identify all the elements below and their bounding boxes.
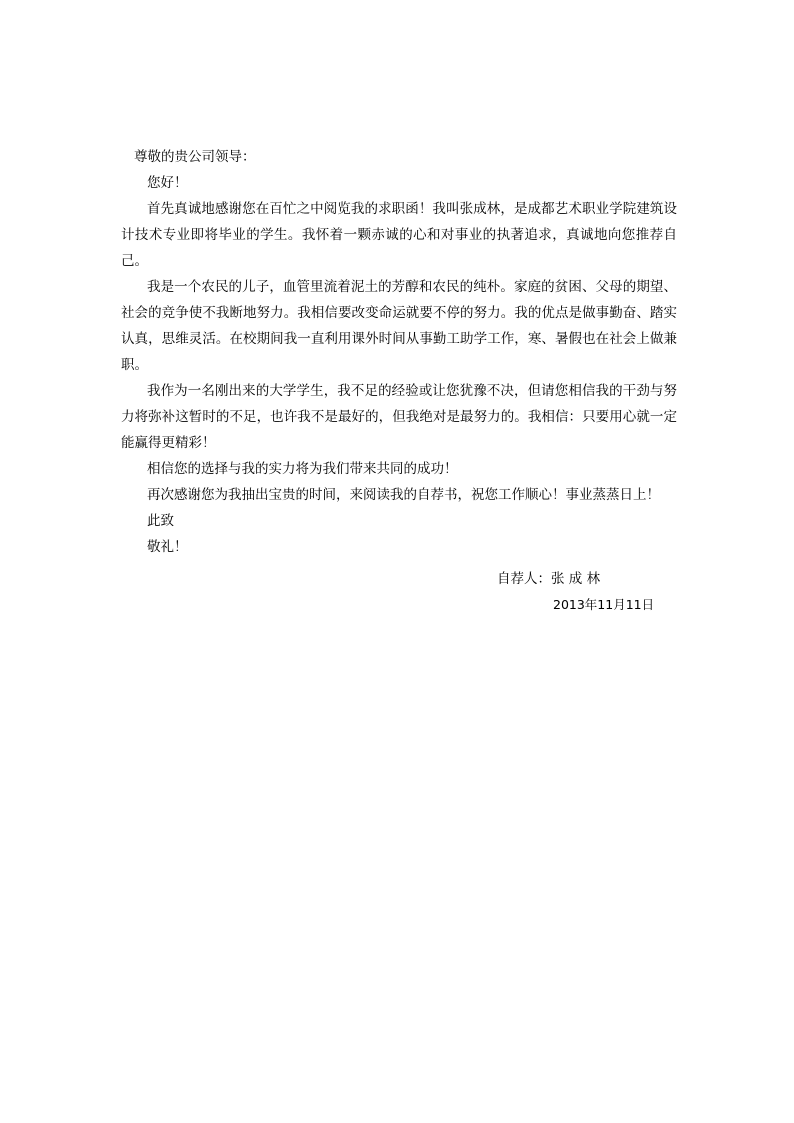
letter-paragraph-intro: 首先真诚地感谢您在百忙之中阅览我的求职函！我叫张成林，是成都艺术职业学院建筑设计技术专业即将毕业的学生。我怀着一颗赤诚的心和对事业的执著追求，真诚地向您推荐自己。 [121, 201, 677, 269]
letter-salutation: 尊敬的贵公司领导： [134, 149, 256, 165]
letter-closing-cizhi: 此致 [147, 513, 174, 529]
letter-greeting: 您好！ [147, 175, 188, 191]
signature-date: 2013年11月11日 [553, 597, 655, 612]
letter-paragraph-thanks: 再次感谢您为我抽出宝贵的时间，来阅读我的自荐书，祝您工作顺心！事业蒸蒸日上！ [147, 487, 660, 503]
letter-paragraph-background: 我是一个农民的儿子，血管里流着泥土的芳醇和农民的纯朴。家庭的贫困、父母的期望、社会的竞争使不我断地努力。我相信要改变命运就要不停的努力。我的优点是做事勤奋、踏实认真，思维灵活。在校期间我一直利用课外时间从事勤工助学工作，寒、暑假也在社会上做兼职。 [121, 279, 677, 373]
signature-block [497, 566, 677, 618]
letter-paragraph-belief: 相信您的选择与我的实力将为我们带来共同的成功！ [147, 461, 458, 477]
cover-letter-body [121, 144, 677, 560]
signature-name: 自荐人：张 成 林 [497, 571, 601, 587]
letter-closing-jingli: 敬礼！ [147, 539, 188, 555]
letter-paragraph-commitment: 我作为一名刚出来的大学学生，我不足的经验或让您犹豫不决，但请您相信我的干劲与努力将弥补这暂时的不足，也许我不是最好的，但我绝对是最努力的。我相信：只要用心就一定能赢得更精彩！ [121, 383, 677, 451]
